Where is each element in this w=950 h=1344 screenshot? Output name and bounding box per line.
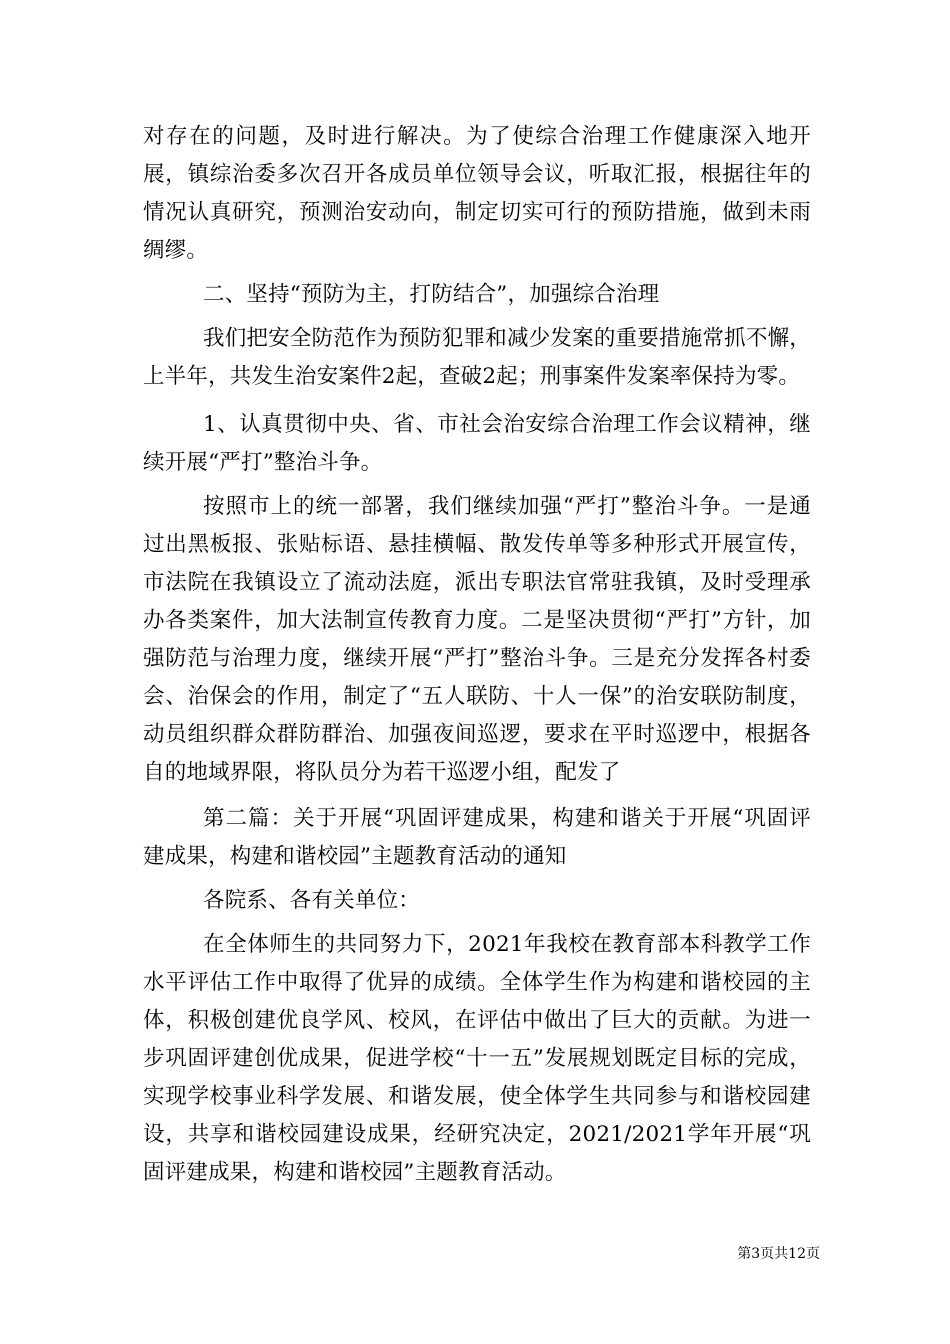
paragraph: 在全体师生的共同努力下，2021年我校在教育部本科教学工作水平评估工作中取得了优异的成绩。全体学生作为构建和谐校园的主体，积极创建优良学风、校风，在评估中做出了巨大的贡献。为进一步巩固评建创优成果，促进学校“十一五”发展规划既定目标的完成，实现学校事业科学发展、和谐发展，使全体学生共同参与和谐校园建设，共享和谐校园建设成果，经研究决定，2021/2021学年开展“巩固评建成果，构建和谐校园”主题教育活动。 [143, 932, 811, 1185]
subsection-heading: 1、认真贯彻中央、省、市社会治安综合治理工作会议精神，继续开展“严打”整治斗争。 [143, 412, 811, 475]
paragraph: 我们把安全防范作为预防犯罪和减少发案的重要措施常抓不懈，上半年，共发生治安案件2起，查破2起；刑事案件发案率保持为零。 [143, 326, 811, 389]
page-number: 第3页共12页 [737, 1246, 820, 1262]
paragraph: 按照市上的统一部署，我们继续加强“严打”整治斗争。一是通过出黑板报、张贴标语、悬挂横幅、散发传单等多种形式开展宣传，市法院在我镇设立了流动法庭，派出专职法官常驻我镇，及时受理承办各类案件，加大法制宣传教育力度。二是坚决贯彻“严打”方针，加强防范与治理力度，继续开展“严打”整治斗争。三是充分发挥各村委会、治保会的作用，制定了“五人联防、十人一保”的治安联防制度，动员组织群众群防群治、加强夜间巡逻，要求在平时巡逻中，根据各自的地域界限，将队员分为若干巡逻小组，配发了 [143, 494, 811, 785]
section-heading: 二、坚持“预防为主，打防结合”，加强综合治理 [203, 282, 660, 307]
chapter-title: 第二篇：关于开展“巩固评建成果，构建和谐关于开展“巩固评建成果，构建和谐校园”主题教育活动的通知 [143, 806, 811, 869]
document-body [143, 118, 811, 1192]
paragraph-continuation: 对存在的问题，及时进行解决。为了使综合治理工作健康深入地开展，镇综治委多次召开各成员单位领导会议，听取汇报，根据往年的情况认真研究，预测治安动向，制定切实可行的预防措施，做到未雨绸缪。 [143, 124, 811, 263]
salutation: 各院系、各有关单位： [203, 888, 421, 913]
